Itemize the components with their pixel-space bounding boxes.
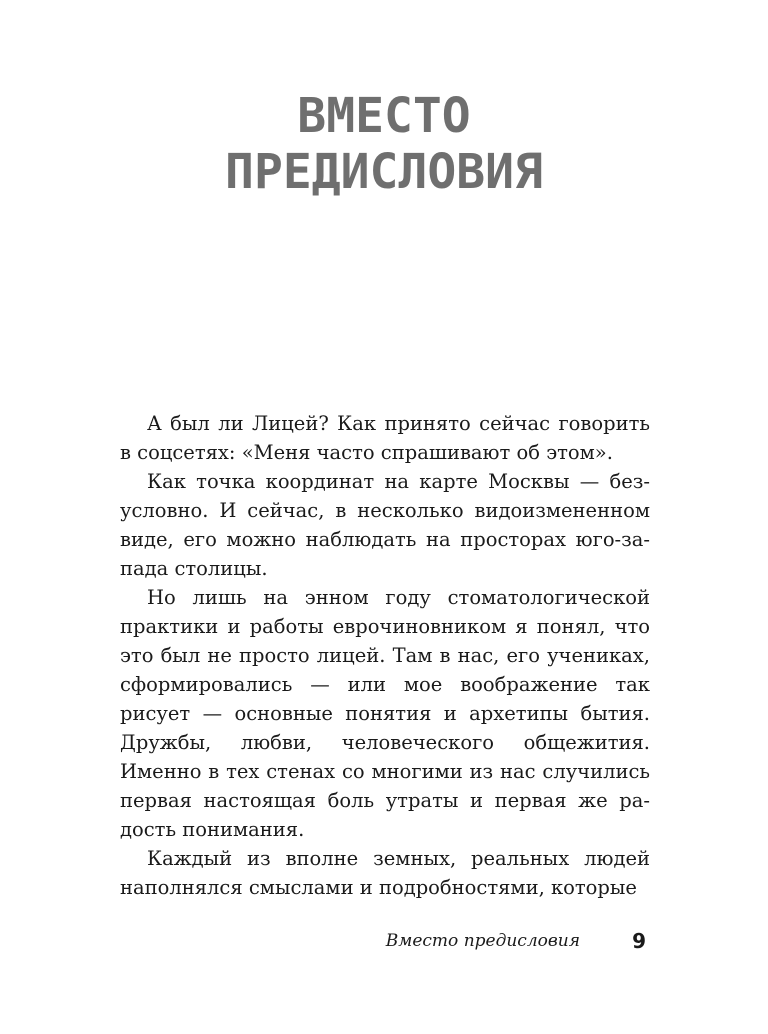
page-footer (0, 929, 768, 953)
chapter-title-line-2: ПРЕДИСЛОВИЯ (225, 144, 543, 200)
paragraph-4: Каждый из вполне земных, реальных людей наполнялся смыслами и подробностями, которые (120, 847, 650, 899)
chapter-title (0, 88, 768, 200)
paragraph-2: Как точка координат на карте Москвы — безусловно. И сейчас, в несколько видоизмененном виде, его можно наблюдать на просторах юго-запада столицы. (120, 470, 650, 580)
body-text (120, 409, 650, 902)
paragraph-1: А был ли Лицей? Как принято сейчас говорить в соцсетях: «Меня часто спрашивают об этом». (120, 412, 650, 464)
paragraph-3: Но лишь на энном году стоматологической практики и работы еврочиновником я понял, что это был не просто лицей. Там в нас, его учениках, сформировались — или мое воображение так рисует — основные понятия и архетипы бытия. Дружбы, любви, человеческого общежития. Именно в тех стенах со многими из нас случились первая настоящая боль утраты и первая же радость понимания. (120, 586, 650, 841)
chapter-title-line-1: ВМЕСТО (297, 88, 471, 144)
running-head: Вместо предисловия (385, 931, 580, 951)
page-number: 9 (632, 929, 646, 953)
